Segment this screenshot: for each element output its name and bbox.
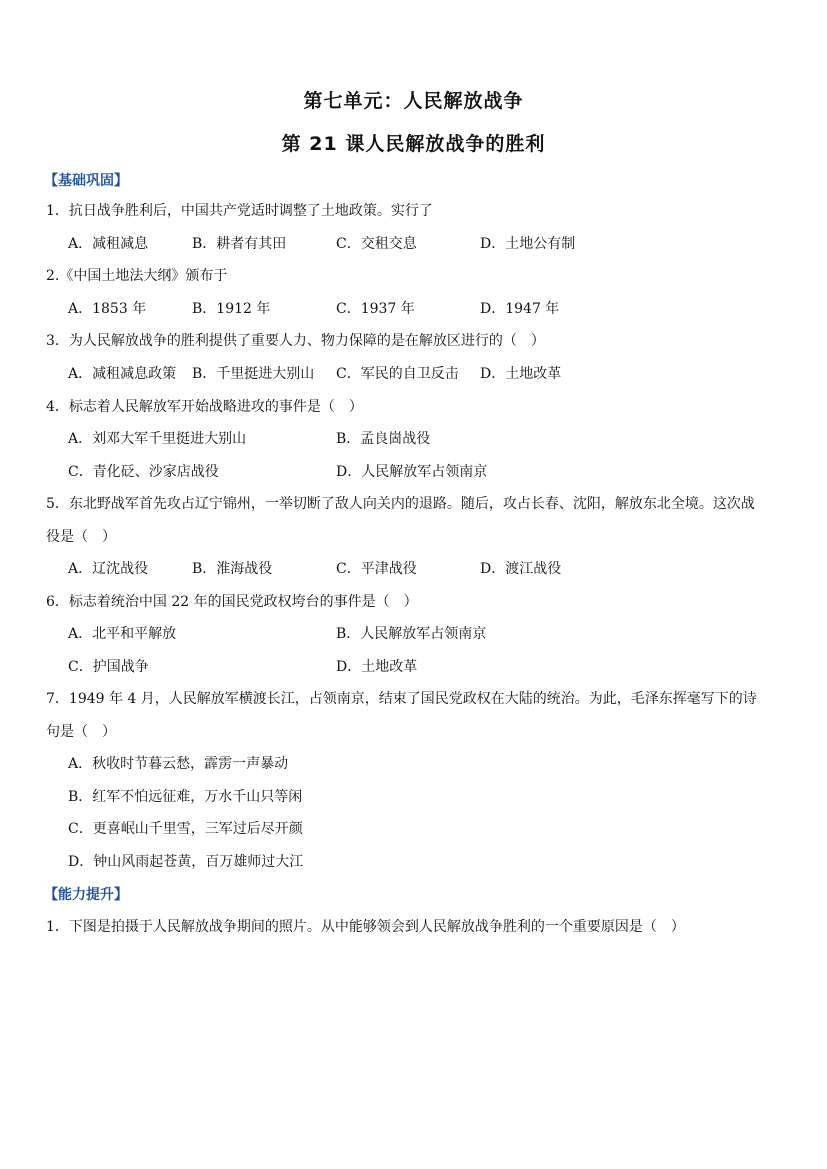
lesson-title: 第 21 课人民解放战争的胜利 bbox=[281, 133, 546, 155]
question-5-option-a: A．辽沈战役 bbox=[68, 561, 149, 577]
question-2-option-d: D．1947 年 bbox=[480, 301, 560, 317]
question-3-option-c: C．军民的自卫反击 bbox=[336, 366, 459, 382]
advanced-question-1-stem: 1．下图是拍摄于人民解放战争期间的照片。从中能够领会到人民解放战争胜利的一个重要原因是（ ） bbox=[46, 919, 685, 935]
question-3-option-a: A．减租减息政策 bbox=[68, 366, 177, 382]
question-3-option-b: B．千里挺进大别山 bbox=[192, 366, 315, 382]
question-5-stem-line-2: 役是（ ） bbox=[46, 529, 116, 545]
question-5-option-c: C．平津战役 bbox=[336, 561, 417, 577]
question-4-option-c: C．青化砭、沙家店战役 bbox=[68, 464, 219, 480]
question-7-option-b: B．红军不怕远征难，万水千山只等闲 bbox=[68, 789, 303, 805]
question-1-option-c: C．交租交息 bbox=[336, 236, 417, 252]
question-5-option-b: B．淮海战役 bbox=[192, 561, 273, 577]
section-advanced: 【能力提升】 bbox=[44, 887, 128, 903]
question-6-option-d: D．土地改革 bbox=[336, 659, 418, 675]
question-7-option-c: C．更喜岷山千里雪，三军过后尽开颜 bbox=[68, 821, 303, 837]
question-2-option-b: B．1912 年 bbox=[192, 301, 271, 317]
question-3-option-d: D．土地改革 bbox=[480, 366, 562, 382]
question-7-option-d: D．钟山风雨起苍黄，百万雄师过大江 bbox=[68, 854, 304, 870]
question-7-option-a: A．秋收时节暮云愁，霹雳一声暴动 bbox=[68, 756, 289, 772]
question-5-option-d: D．渡江战役 bbox=[480, 561, 562, 577]
question-5-stem-line-1: 5．东北野战军首先攻占辽宁锦州，一举切断了敌人向关内的退路。随后，攻占长春、沈阳，解放东北全境。这次战 bbox=[46, 496, 755, 512]
question-1-option-a: A．减租减息 bbox=[68, 236, 149, 252]
question-7-stem-line-2: 句是（ ） bbox=[46, 724, 116, 740]
question-2-stem: 2.《中国土地法大纲》颁布于 bbox=[46, 268, 228, 284]
question-3-stem: 3．为人民解放战争的胜利提供了重要人力、物力保障的是在解放区进行的（ ） bbox=[46, 333, 545, 349]
question-6-stem: 6．标志着统治中国 22 年的国民党政权垮台的事件是（ ） bbox=[46, 594, 418, 610]
unit-title: 第七单元：人民解放战争 bbox=[303, 90, 524, 112]
question-4-option-b: B．孟良崮战役 bbox=[336, 431, 431, 447]
question-6-option-b: B．人民解放军占领南京 bbox=[336, 626, 487, 642]
question-6-option-c: C．护国战争 bbox=[68, 659, 149, 675]
question-1-option-b: B．耕者有其田 bbox=[192, 236, 287, 252]
question-1-stem: 1．抗日战争胜利后，中国共产党适时调整了土地政策。实行了 bbox=[46, 203, 433, 219]
question-2-option-a: A．1853 年 bbox=[68, 301, 147, 317]
section-basic: 【基础巩固】 bbox=[44, 173, 128, 189]
question-7-stem-line-1: 7．1949 年 4 月，人民解放军横渡长江，占领南京，结束了国民党政权在大陆的统治。为此，毛泽东挥毫写下的诗 bbox=[46, 691, 757, 707]
question-6-option-a: A．北平和平解放 bbox=[68, 626, 177, 642]
question-4-stem: 4．标志着人民解放军开始战略进攻的事件是（ ） bbox=[46, 399, 363, 415]
question-2-option-c: C．1937 年 bbox=[336, 301, 415, 317]
question-1-option-d: D．土地公有制 bbox=[480, 236, 576, 252]
question-4-option-a: A．刘邓大军千里挺进大别山 bbox=[68, 431, 247, 447]
question-4-option-d: D．人民解放军占领南京 bbox=[336, 464, 488, 480]
